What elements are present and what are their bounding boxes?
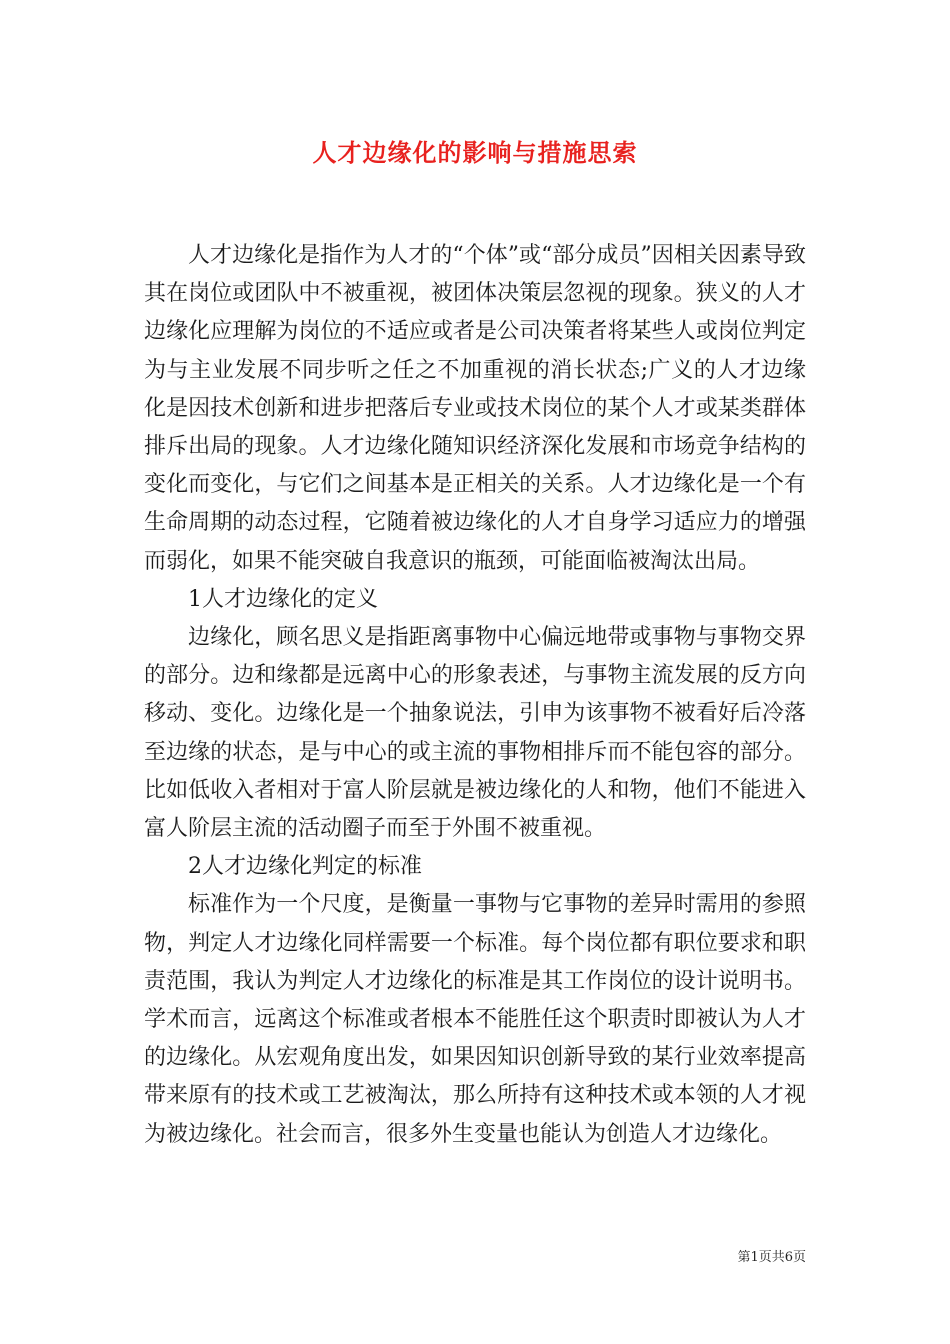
document-body (144, 237, 806, 1154)
section-heading-definition: 1人才边缘化的定义 (188, 586, 378, 612)
paragraph-criteria: 标准作为一个尺度，是衡量一事物与它事物的差异时需用的参照物，判定人才边缘化同样需要一个标准。每个岗位都有职位要求和职责范围，我认为判定人才边缘化的标准是其工作岗位的设计说明书。学术而言，远离这个标准或者根本不能胜任这个职责时即被认为人才的边缘化。从宏观角度出发，如果因知识创新导致的某行业效率提高带来原有的技术或工艺被淘汰，那么所持有这种技术或本领的人才视为被边缘化。社会而言，很多外生变量也能认为创造人才边缘化。 (144, 892, 806, 1147)
paragraph-intro: 人才边缘化是指作为人才的“个体”或“部分成员”因相关因素导致其在岗位或团队中不被重视，被团体决策层忽视的现象。狭义的人才边缘化应理解为岗位的不适应或者是公司决策者将某些人或岗位判定为与主业发展不同步听之任之不加重视的消长状态;广义的人才边缘化是因技术创新和进步把落后专业或技术岗位的某个人才或某类群体排斥出局的现象。人才边缘化随知识经济深化发展和市场竞争结构的变化而变化，与它们之间基本是正相关的关系。人才边缘化是一个有生命周期的动态过程，它随着被边缘化的人才自身学习适应力的增强而弱化，如果不能突破自我意识的瓶颈，可能面临被淘汰出局。 (144, 243, 806, 574)
paragraph-definition: 边缘化，顾名思义是指距离事物中心偏远地带或事物与事物交界的部分。边和缘都是远离中心的形象表述，与事物主流发展的反方向移动、变化。边缘化是一个抽象说法，引申为该事物不被看好后冷落至边缘的状态，是与中心的或主流的事物相排斥而不能包容的部分。比如低收入者相对于富人阶层就是被边缘化的人和物，他们不能进入富人阶层主流的活动圈子而至于外围不被重视。 (144, 625, 806, 842)
page-number: 第1页共6页 (737, 1250, 806, 1265)
document-title: 人才边缘化的影响与措施思索 (312, 138, 638, 167)
section-heading-criteria: 2人才边缘化判定的标准 (188, 854, 422, 880)
